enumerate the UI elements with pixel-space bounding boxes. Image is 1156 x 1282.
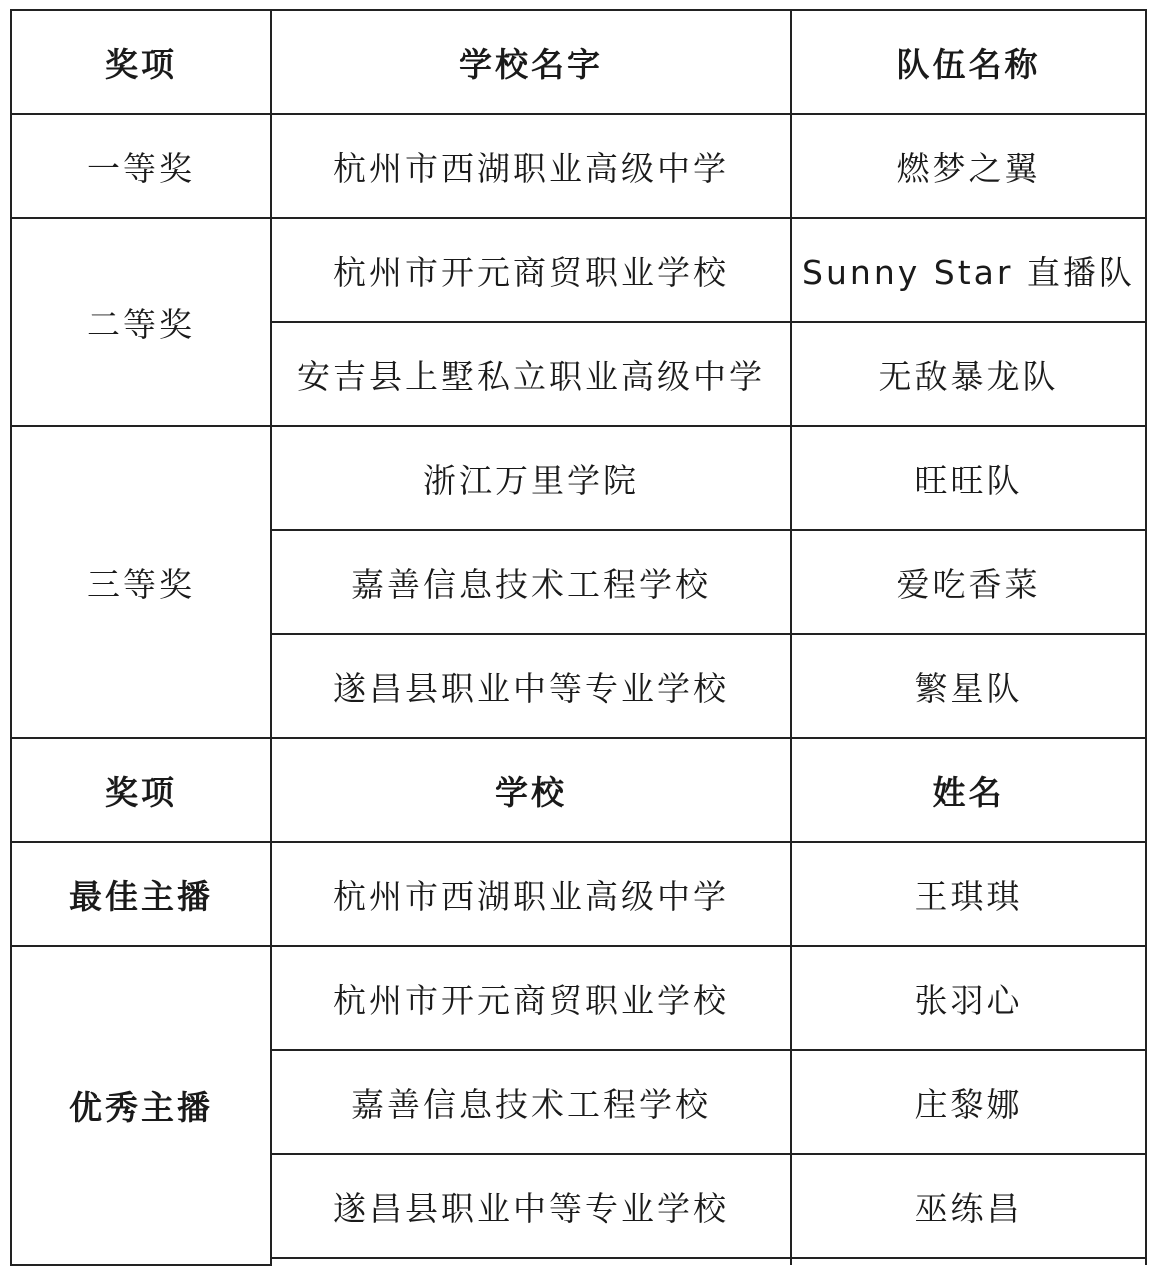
person-name-cell: 王琪琪 — [791, 842, 1146, 946]
school-cell: 遂昌县职业中等专业学校 — [271, 1154, 791, 1258]
team-cell: 爱吃香菜 — [791, 530, 1146, 634]
school-cell: 浙江万里学院 — [271, 426, 791, 530]
person-name-cell: 庄黎娜 — [791, 1050, 1146, 1154]
team-cell: 旺旺队 — [791, 426, 1146, 530]
award-first-prize: 一等奖 — [11, 114, 271, 218]
header-award: 奖项 — [11, 10, 271, 114]
school-cell: 杭州市开元商贸职业学校 — [271, 946, 791, 1050]
awards-table — [10, 9, 1147, 1266]
school-cell: 遂昌县职业中等专业学校 — [271, 634, 791, 738]
person-name-cell: 巫练昌 — [791, 1154, 1146, 1258]
table-row — [11, 114, 1146, 218]
header-school: 学校 — [271, 738, 791, 842]
award-excellent-anchor: 优秀主播 — [11, 946, 271, 1265]
team-cell: 繁星队 — [791, 634, 1146, 738]
school-cell: 嘉善信息技术工程学校 — [271, 530, 791, 634]
header-team-name: 队伍名称 — [791, 10, 1146, 114]
team-cell: Sunny Star 直播队 — [791, 218, 1146, 322]
header-award: 奖项 — [11, 738, 271, 842]
award-second-prize: 二等奖 — [11, 218, 271, 426]
team-cell: 无敌暴龙队 — [791, 322, 1146, 426]
school-cell: 嘉善信息技术工程学校 — [271, 1050, 791, 1154]
school-cell: 杭州市西湖职业高级中学 — [271, 114, 791, 218]
school-cell: 杭州市开元商贸职业学校 — [271, 218, 791, 322]
person-name-cell: 张羽心 — [791, 946, 1146, 1050]
award-third-prize: 三等奖 — [11, 426, 271, 738]
header-name: 姓名 — [791, 738, 1146, 842]
school-cell: 杭州市西湖职业高级中学 — [271, 842, 791, 946]
school-cell: 安吉县上墅私立职业高级中学 — [271, 322, 791, 426]
table-row — [11, 426, 1146, 530]
table-row — [11, 218, 1146, 322]
table-row — [11, 946, 1146, 1050]
cutoff-cell — [271, 1258, 791, 1265]
table-row — [11, 842, 1146, 946]
award-best-anchor: 最佳主播 — [11, 842, 271, 946]
header-school-name: 学校名字 — [271, 10, 791, 114]
team-cell: 燃梦之翼 — [791, 114, 1146, 218]
anchors-header-row — [11, 738, 1146, 842]
teams-header-row — [11, 10, 1146, 114]
cutoff-cell — [791, 1258, 1146, 1265]
